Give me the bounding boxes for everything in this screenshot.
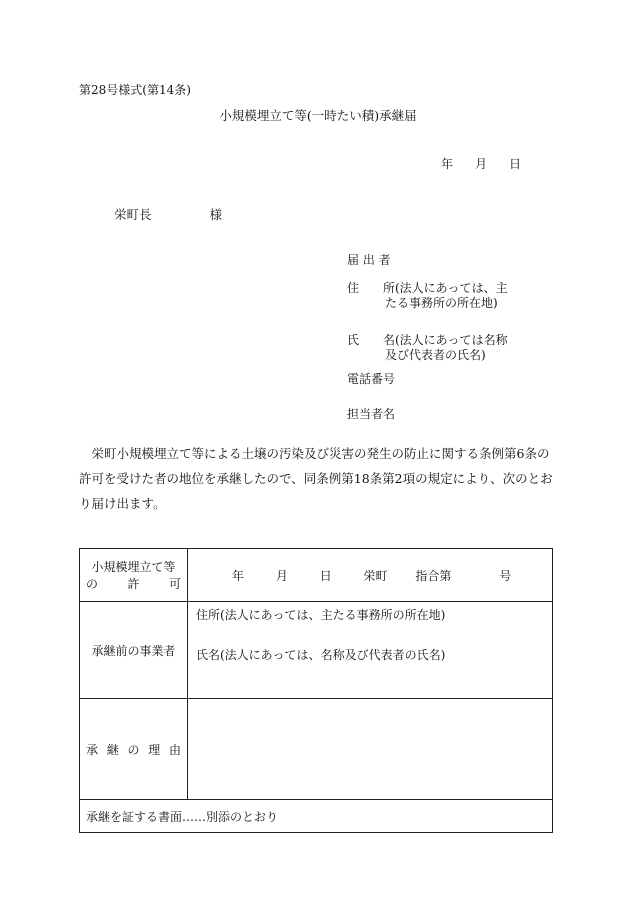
- applicant-header: 届 出 者: [347, 253, 391, 267]
- reason-row: [80, 699, 553, 800]
- date-month: 月: [475, 157, 488, 171]
- addressee: [114, 205, 222, 223]
- addressee-honorific: 様: [209, 207, 223, 222]
- applicant-address-label-cont: たる事務所の所在地): [385, 296, 498, 310]
- permit-label-line2: [80, 575, 187, 592]
- permit-value: [188, 549, 553, 602]
- permit-town: 栄町: [363, 568, 388, 583]
- permit-label-line1: 小規模埋立て等: [91, 560, 176, 574]
- submission-date: [441, 155, 521, 172]
- declaration-text: [79, 441, 559, 516]
- applicant-phone-label: 電話番号: [347, 372, 396, 386]
- permit-label-char: 許: [127, 577, 140, 591]
- applicant-name-label-cont: 及び代表者の氏名): [385, 348, 486, 362]
- reason-label-char: 継: [106, 742, 119, 757]
- addressee-name: 栄町長: [114, 207, 152, 222]
- reason-label-char: 承: [86, 742, 99, 757]
- predecessor-cell: [188, 602, 553, 699]
- reason-label-char: 由: [168, 742, 181, 757]
- predecessor-label: 承継前の事業者: [80, 602, 188, 699]
- reason-value: [188, 699, 553, 800]
- permit-day: 日: [319, 568, 332, 583]
- succession-table: [79, 548, 553, 833]
- predecessor-address: 住所(法人にあっては、主たる事務所の所在地): [196, 608, 446, 622]
- predecessor-row: [80, 602, 553, 699]
- form-number: 第28号様式(第14条): [79, 83, 191, 97]
- date-year: 年: [441, 157, 454, 171]
- declaration-paragraph: 栄町小規模埋立て等による土壌の汚染及び災害の発生の防止に関する条例第6条の許可を受けた者の地位を承継したので、同条例第18条第2項の規定により、次のとおり届け出ます。: [79, 446, 553, 511]
- permit-label-char: 可: [168, 577, 181, 591]
- applicant-name-label: 氏 名(法人にあっては名称: [347, 333, 508, 347]
- applicant-contact-label: 担当者名: [347, 407, 396, 421]
- permit-row: [80, 549, 553, 602]
- applicant-address-label: 住 所(法人にあっては、主: [347, 281, 508, 295]
- permit-label: [80, 549, 188, 602]
- permit-order: 指合第: [415, 568, 452, 583]
- reason-label: [80, 699, 188, 800]
- permit-label-char: の: [86, 577, 99, 591]
- reason-label-char: 理: [148, 742, 161, 757]
- proof-text: 承継を証する書面……別添のとおり: [80, 800, 553, 833]
- reason-label-chars: [80, 741, 187, 758]
- predecessor-name: 氏名(法人にあっては、名称及び代表者の氏名): [196, 648, 446, 662]
- permit-year: 年: [232, 568, 245, 583]
- proof-row: [80, 800, 553, 833]
- reason-label-char: の: [127, 742, 140, 757]
- date-day: 日: [509, 157, 522, 171]
- permit-number: 号: [499, 568, 512, 583]
- form-title: 小規模埋立て等(一時たい積)承継届: [219, 108, 417, 123]
- permit-month: 月: [275, 568, 288, 583]
